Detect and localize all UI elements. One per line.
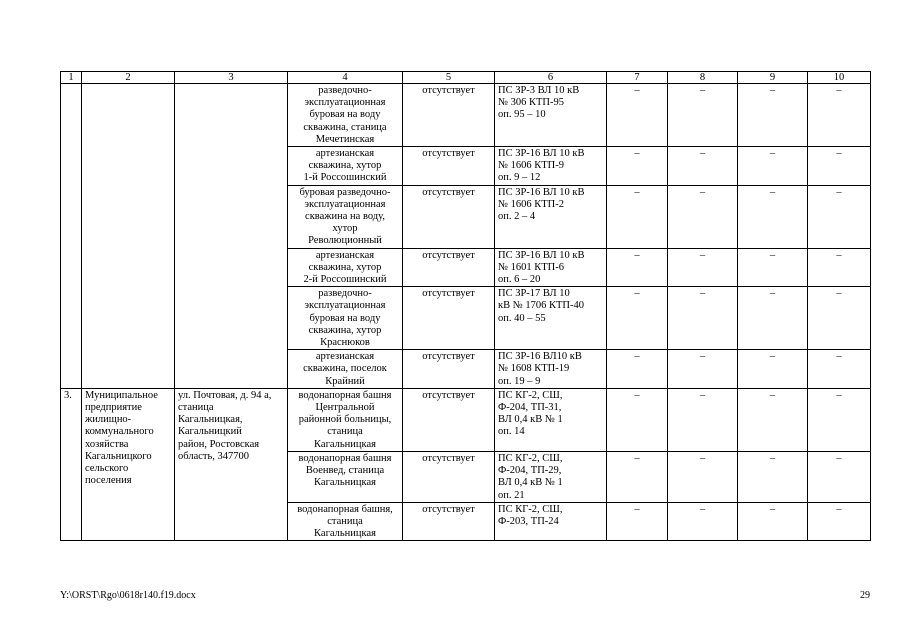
table-row: [61, 388, 871, 451]
dash-cell: –: [607, 248, 668, 287]
status-cell: отсутствует: [403, 451, 495, 502]
dash-cell: –: [808, 248, 871, 287]
source-cell: ПС ЗР-16 ВЛ 10 кВ № 1606 КТП-2 оп. 2 – 4: [495, 185, 607, 248]
dash-cell: –: [738, 388, 808, 451]
source-cell: ПС КГ-2, СШ, Ф-204, ТП-29, ВЛ 0,4 кВ № 1 оп. 21: [495, 451, 607, 502]
column-number-row: [61, 72, 871, 84]
source-cell: ПС ЗР-16 ВЛ10 кВ № 1608 КТП-19 оп. 19 – 9: [495, 350, 607, 389]
status-cell: отсутствует: [403, 350, 495, 389]
page-number: 29: [860, 590, 870, 601]
dash-cell: –: [668, 287, 738, 350]
dash-cell: –: [808, 350, 871, 389]
dash-cell: –: [668, 248, 738, 287]
object-cell: разведочно- эксплуатационная буровая на воду скважина, хутор Краснюков: [288, 287, 403, 350]
dash-cell: –: [668, 185, 738, 248]
dash-cell: –: [607, 185, 668, 248]
column-number: 5: [403, 72, 495, 84]
dash-cell: –: [738, 185, 808, 248]
dash-cell: –: [738, 451, 808, 502]
dash-cell: –: [607, 388, 668, 451]
source-cell: ПС КГ-2, СШ, Ф-203, ТП-24: [495, 502, 607, 541]
column-number: 9: [738, 72, 808, 84]
column-number: 1: [61, 72, 82, 84]
object-cell: водонапорная башня Военвед, станица Кагальницкая: [288, 451, 403, 502]
row-number-cell: 3.: [61, 388, 82, 540]
dash-cell: –: [668, 350, 738, 389]
column-number: 3: [175, 72, 288, 84]
dash-cell: –: [607, 287, 668, 350]
dash-cell: –: [607, 502, 668, 541]
dash-cell: –: [808, 84, 871, 147]
column-number: 10: [808, 72, 871, 84]
status-cell: отсутствует: [403, 287, 495, 350]
dash-cell: –: [808, 185, 871, 248]
status-cell: отсутствует: [403, 84, 495, 147]
dash-cell: –: [808, 502, 871, 541]
column-number: 7: [607, 72, 668, 84]
column-number: 2: [82, 72, 175, 84]
source-cell: ПС ЗР-17 ВЛ 10 кВ № 1706 КТП-40 оп. 40 – 55: [495, 287, 607, 350]
status-cell: отсутствует: [403, 248, 495, 287]
dash-cell: –: [738, 502, 808, 541]
status-cell: отсутствует: [403, 388, 495, 451]
object-cell: артезианская скважина, хутор 2-й Россошинский: [288, 248, 403, 287]
object-cell: артезианская скважина, поселок Крайний: [288, 350, 403, 389]
dash-cell: –: [808, 147, 871, 186]
object-cell: разведочно- эксплуатационная буровая на воду скважина, станица Мечетинская: [288, 84, 403, 147]
dash-cell: –: [738, 147, 808, 186]
dash-cell: –: [668, 84, 738, 147]
dash-cell: –: [668, 147, 738, 186]
table-row: [61, 84, 871, 147]
dash-cell: –: [808, 451, 871, 502]
address-cell: [175, 84, 288, 389]
column-number: 4: [288, 72, 403, 84]
object-cell: артезианская скважина, хутор 1-й Россошинский: [288, 147, 403, 186]
source-cell: ПС ЗР-3 ВЛ 10 кВ № 306 КТП-95 оп. 95 – 10: [495, 84, 607, 147]
dash-cell: –: [808, 388, 871, 451]
dash-cell: –: [808, 287, 871, 350]
row-number-cell: [61, 84, 82, 389]
dash-cell: –: [607, 451, 668, 502]
organization-cell: Муниципальное предприятие жилищно- коммунального хозяйства Кагальницкого сельского поселения: [82, 388, 175, 540]
object-cell: водонапорная башня, станица Кагальницкая: [288, 502, 403, 541]
dash-cell: –: [738, 84, 808, 147]
status-cell: отсутствует: [403, 185, 495, 248]
address-cell: ул. Почтовая, д. 94 а, станица Кагальницкая, Кагальницкий район, Ростовская область, 347700: [175, 388, 288, 540]
source-cell: ПС КГ-2, СШ, Ф-204, ТП-31, ВЛ 0,4 кВ № 1 оп. 14: [495, 388, 607, 451]
dash-cell: –: [668, 388, 738, 451]
column-number: 8: [668, 72, 738, 84]
status-cell: отсутствует: [403, 147, 495, 186]
source-cell: ПС ЗР-16 ВЛ 10 кВ № 1601 КТП-6 оп. 6 – 20: [495, 248, 607, 287]
source-cell: ПС ЗР-16 ВЛ 10 кВ № 1606 КТП-9 оп. 9 – 12: [495, 147, 607, 186]
dash-cell: –: [738, 287, 808, 350]
dash-cell: –: [668, 502, 738, 541]
dash-cell: –: [607, 84, 668, 147]
object-cell: водонапорная башня Центральной районной больницы, станица Кагальницкая: [288, 388, 403, 451]
status-cell: отсутствует: [403, 502, 495, 541]
footer-file-path: Y:\ORST\Rgo\0618r140.f19.docx: [60, 590, 196, 601]
dash-cell: –: [607, 350, 668, 389]
column-number: 6: [495, 72, 607, 84]
document-table: [60, 71, 871, 541]
object-cell: буровая разведочно- эксплуатационная скважина на воду, хутор Революционный: [288, 185, 403, 248]
organization-cell: [82, 84, 175, 389]
dash-cell: –: [738, 350, 808, 389]
dash-cell: –: [738, 248, 808, 287]
dash-cell: –: [607, 147, 668, 186]
dash-cell: –: [668, 451, 738, 502]
